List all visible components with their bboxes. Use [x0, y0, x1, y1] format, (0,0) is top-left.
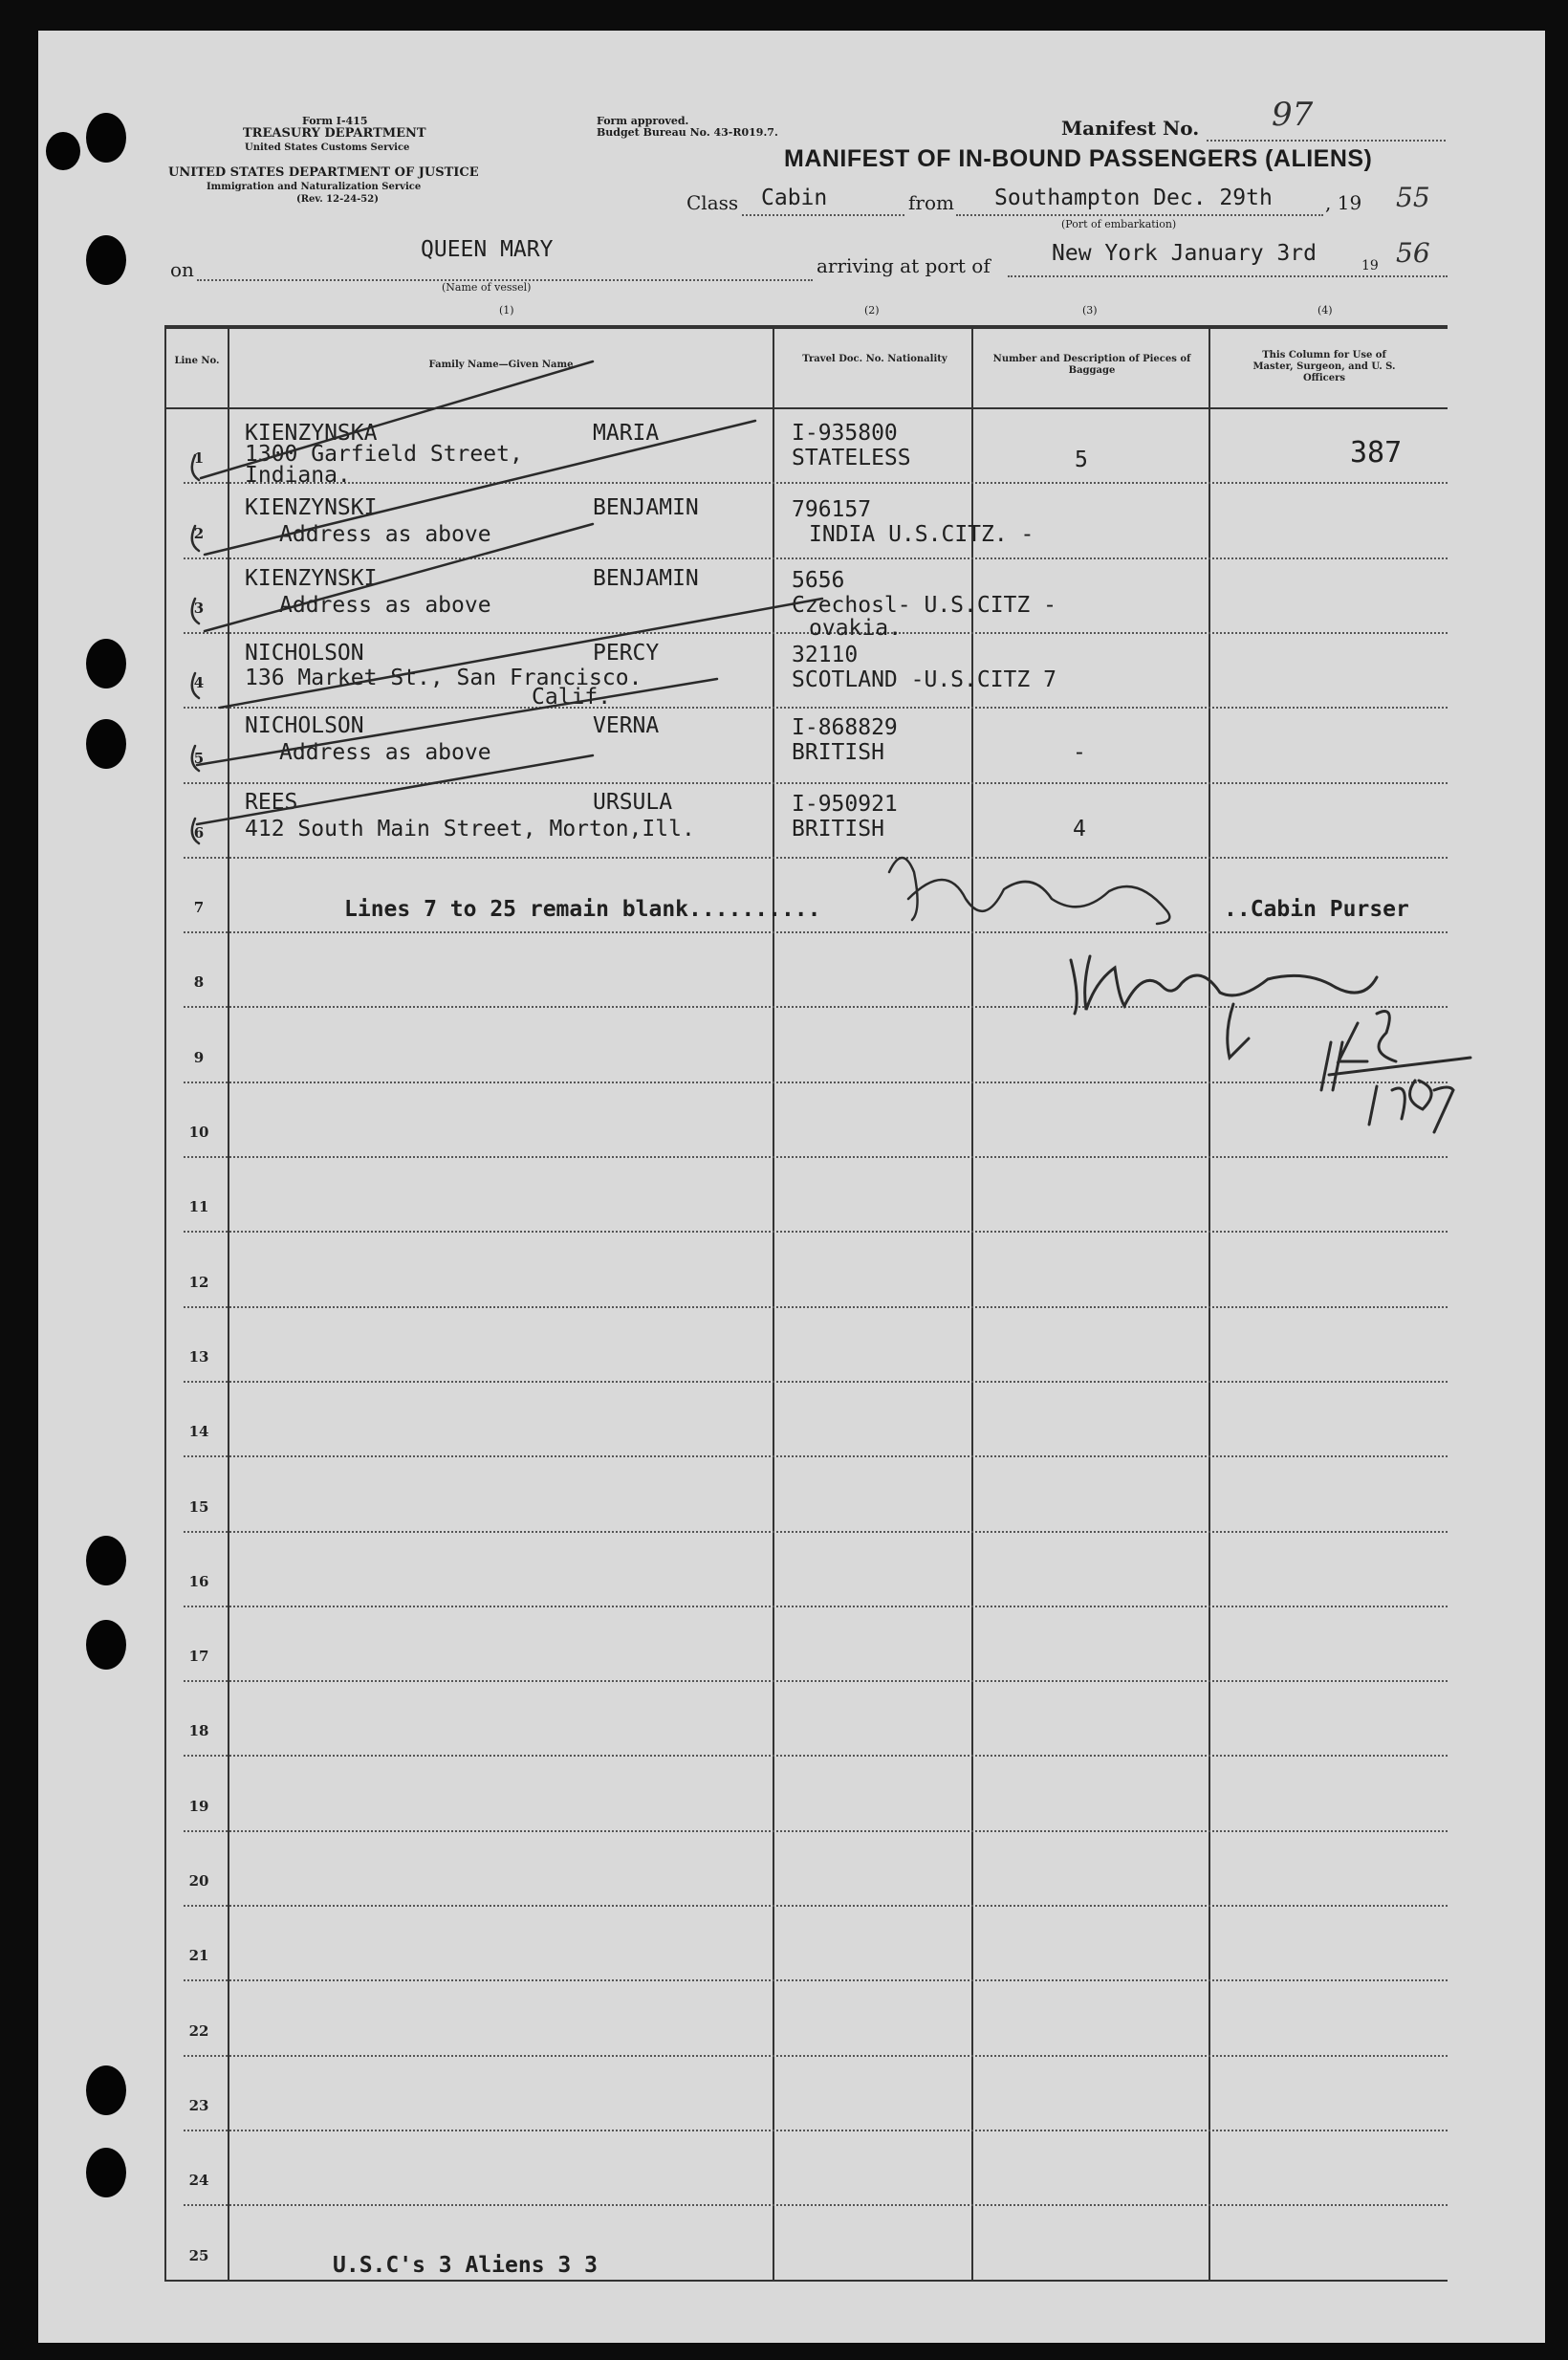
- family-name: NICHOLSON: [245, 713, 364, 738]
- baggage-count: 4: [1073, 817, 1086, 841]
- nationality: INDIA U.S.CITZ. -: [809, 522, 1034, 547]
- line-number: 12: [188, 1274, 209, 1291]
- manifest-no-label: Manifest No.: [1061, 117, 1200, 140]
- tick-4: [192, 673, 199, 698]
- address-line: Address as above: [279, 740, 491, 765]
- from-value: Southampton Dec. 29th: [994, 186, 1273, 210]
- travel-doc-no: 796157: [792, 497, 872, 522]
- address-line: 412 South Main Street, Morton,Ill.: [245, 817, 695, 841]
- family-name: KIENZYNSKI: [245, 495, 378, 520]
- given-name: MARIA: [593, 421, 660, 446]
- given-name: BENJAMIN: [593, 495, 699, 520]
- manifest-number: 97: [1272, 96, 1314, 134]
- baggage-count: 5: [1075, 448, 1088, 472]
- nationality: SCOTLAND -U.S.CITZ 7: [792, 667, 1056, 692]
- ins-service: Immigration and Naturalization Service: [207, 182, 422, 192]
- budget-bureau: Budget Bureau No. 43-R019.7.: [597, 126, 778, 139]
- address-line-2: Calif.: [532, 685, 612, 710]
- header-name: Family Name—Given Name: [428, 360, 574, 370]
- purser-label: ..Cabin Purser: [1224, 897, 1409, 922]
- class-value: Cabin: [761, 186, 828, 210]
- nationality-cont: ovakia.: [809, 616, 902, 641]
- line-number: 10: [188, 1124, 209, 1141]
- tick-5: [192, 746, 199, 771]
- arrival-value: New York January 3rd: [1052, 241, 1317, 266]
- family-name: KIENZYNSKI: [245, 566, 378, 591]
- customs-service: United States Customs Service: [245, 142, 410, 153]
- family-name: REES: [245, 790, 298, 815]
- form-approved: Form approved.: [597, 115, 689, 127]
- tick-1: [192, 455, 199, 480]
- nationality: BRITISH: [792, 817, 884, 841]
- line-number: 18: [188, 1722, 209, 1739]
- address-line-2: Indiana.: [245, 463, 351, 488]
- given-name: BENJAMIN: [593, 566, 699, 591]
- port-embark-label: (Port of embarkation): [1061, 218, 1177, 230]
- line-number: 23: [188, 2097, 209, 2114]
- check-line-6: [197, 755, 593, 824]
- line-number: 13: [188, 1348, 209, 1366]
- line-number: 2: [193, 525, 205, 542]
- line-number: 16: [188, 1573, 209, 1590]
- baggage-count: -: [1073, 740, 1086, 765]
- on-label: on: [170, 258, 194, 281]
- line-number: 4: [193, 674, 205, 691]
- year-prefix-embark: , 19: [1325, 191, 1362, 214]
- line-number: 22: [188, 2022, 209, 2040]
- tick-3: [192, 599, 199, 623]
- line-number: 15: [188, 1498, 209, 1516]
- check-line-4: [220, 599, 822, 708]
- justice-dept: UNITED STATES DEPARTMENT OF JUSTICE: [168, 165, 479, 180]
- revision: (Rev. 12-24-52): [296, 194, 379, 205]
- year-prefix-arrival: 19: [1361, 258, 1379, 273]
- arriving-label: arriving at port of: [817, 254, 991, 277]
- nationality: BRITISH: [792, 740, 884, 765]
- check-line-1: [201, 361, 593, 478]
- footer-totals: U.S.C's 3 Aliens 3 3: [333, 2253, 598, 2278]
- line-number: 5: [193, 750, 205, 767]
- nationality: STATELESS: [792, 446, 911, 470]
- given-name: URSULA: [593, 790, 673, 815]
- line-number: 14: [188, 1423, 209, 1440]
- treasury-dept: TREASURY DEPARTMENT: [243, 126, 426, 141]
- address-line: Address as above: [279, 522, 491, 547]
- col-num-1: (1): [499, 304, 514, 317]
- given-name: VERNA: [593, 713, 660, 738]
- header-travel-doc: Travel Doc. No. Nationality: [802, 354, 947, 364]
- line-number: 1: [193, 449, 205, 467]
- line-number: 7: [193, 899, 205, 916]
- class-label: Class: [686, 191, 739, 214]
- family-name: KIENZYNSKA: [245, 421, 378, 446]
- purser-signature: [889, 858, 1169, 924]
- line-number: 21: [188, 1947, 209, 1964]
- col-num-4: (4): [1318, 304, 1333, 317]
- col-num-2: (2): [864, 304, 880, 317]
- fraction-note: [1321, 1012, 1470, 1133]
- header-officers: This Column for Use of Master, Surgeon, and U. S. Officers: [1252, 350, 1396, 383]
- line-number: 3: [193, 600, 205, 617]
- vessel-name-label: (Name of vessel): [442, 281, 532, 294]
- check-line-2: [205, 421, 755, 555]
- line-number: 25: [188, 2247, 209, 2264]
- address-line: Address as above: [279, 593, 491, 618]
- line-number: 20: [188, 1872, 209, 1890]
- tick-2: [192, 526, 199, 551]
- remain-blank-text: Lines 7 to 25 remain blank..........: [344, 897, 821, 922]
- from-label: from: [908, 191, 954, 214]
- form-number: Form I-415: [302, 115, 368, 127]
- header-line-no: Line No.: [174, 356, 220, 366]
- line-number: 19: [188, 1798, 209, 1815]
- year-embark: 55: [1396, 182, 1430, 213]
- check-line-5: [197, 679, 717, 765]
- line-number: 8: [193, 973, 205, 991]
- vessel-name: QUEEN MARY: [421, 237, 554, 262]
- page-title: MANIFEST OF IN-BOUND PASSENGERS (ALIENS): [784, 145, 1373, 172]
- line-number: 6: [193, 824, 205, 841]
- travel-doc-no: I-868829: [792, 715, 898, 740]
- address-line: 1300 Garfield Street,: [245, 442, 523, 467]
- travel-doc-no: I-950921: [792, 792, 898, 817]
- travel-doc-no: 5656: [792, 568, 845, 593]
- line-number: 24: [188, 2172, 209, 2189]
- travel-doc-no: 32110: [792, 643, 859, 667]
- given-name: PERCY: [593, 641, 660, 666]
- nationality: Czechosl- U.S.CITZ -: [792, 593, 1056, 618]
- col-num-3: (3): [1082, 304, 1098, 317]
- line-number: 11: [188, 1198, 209, 1215]
- year-arrival: 56: [1396, 237, 1430, 269]
- tick-6: [192, 819, 199, 843]
- address-line: 136 Market St., San Francisco.: [245, 666, 642, 690]
- line-number: 9: [193, 1049, 205, 1066]
- family-name: NICHOLSON: [245, 641, 364, 666]
- officer-note: 387: [1350, 436, 1403, 470]
- header-baggage: Number and Description of Pieces of Baggage: [992, 354, 1191, 376]
- travel-doc-no: I-935800: [792, 421, 898, 446]
- line-number: 17: [188, 1648, 209, 1665]
